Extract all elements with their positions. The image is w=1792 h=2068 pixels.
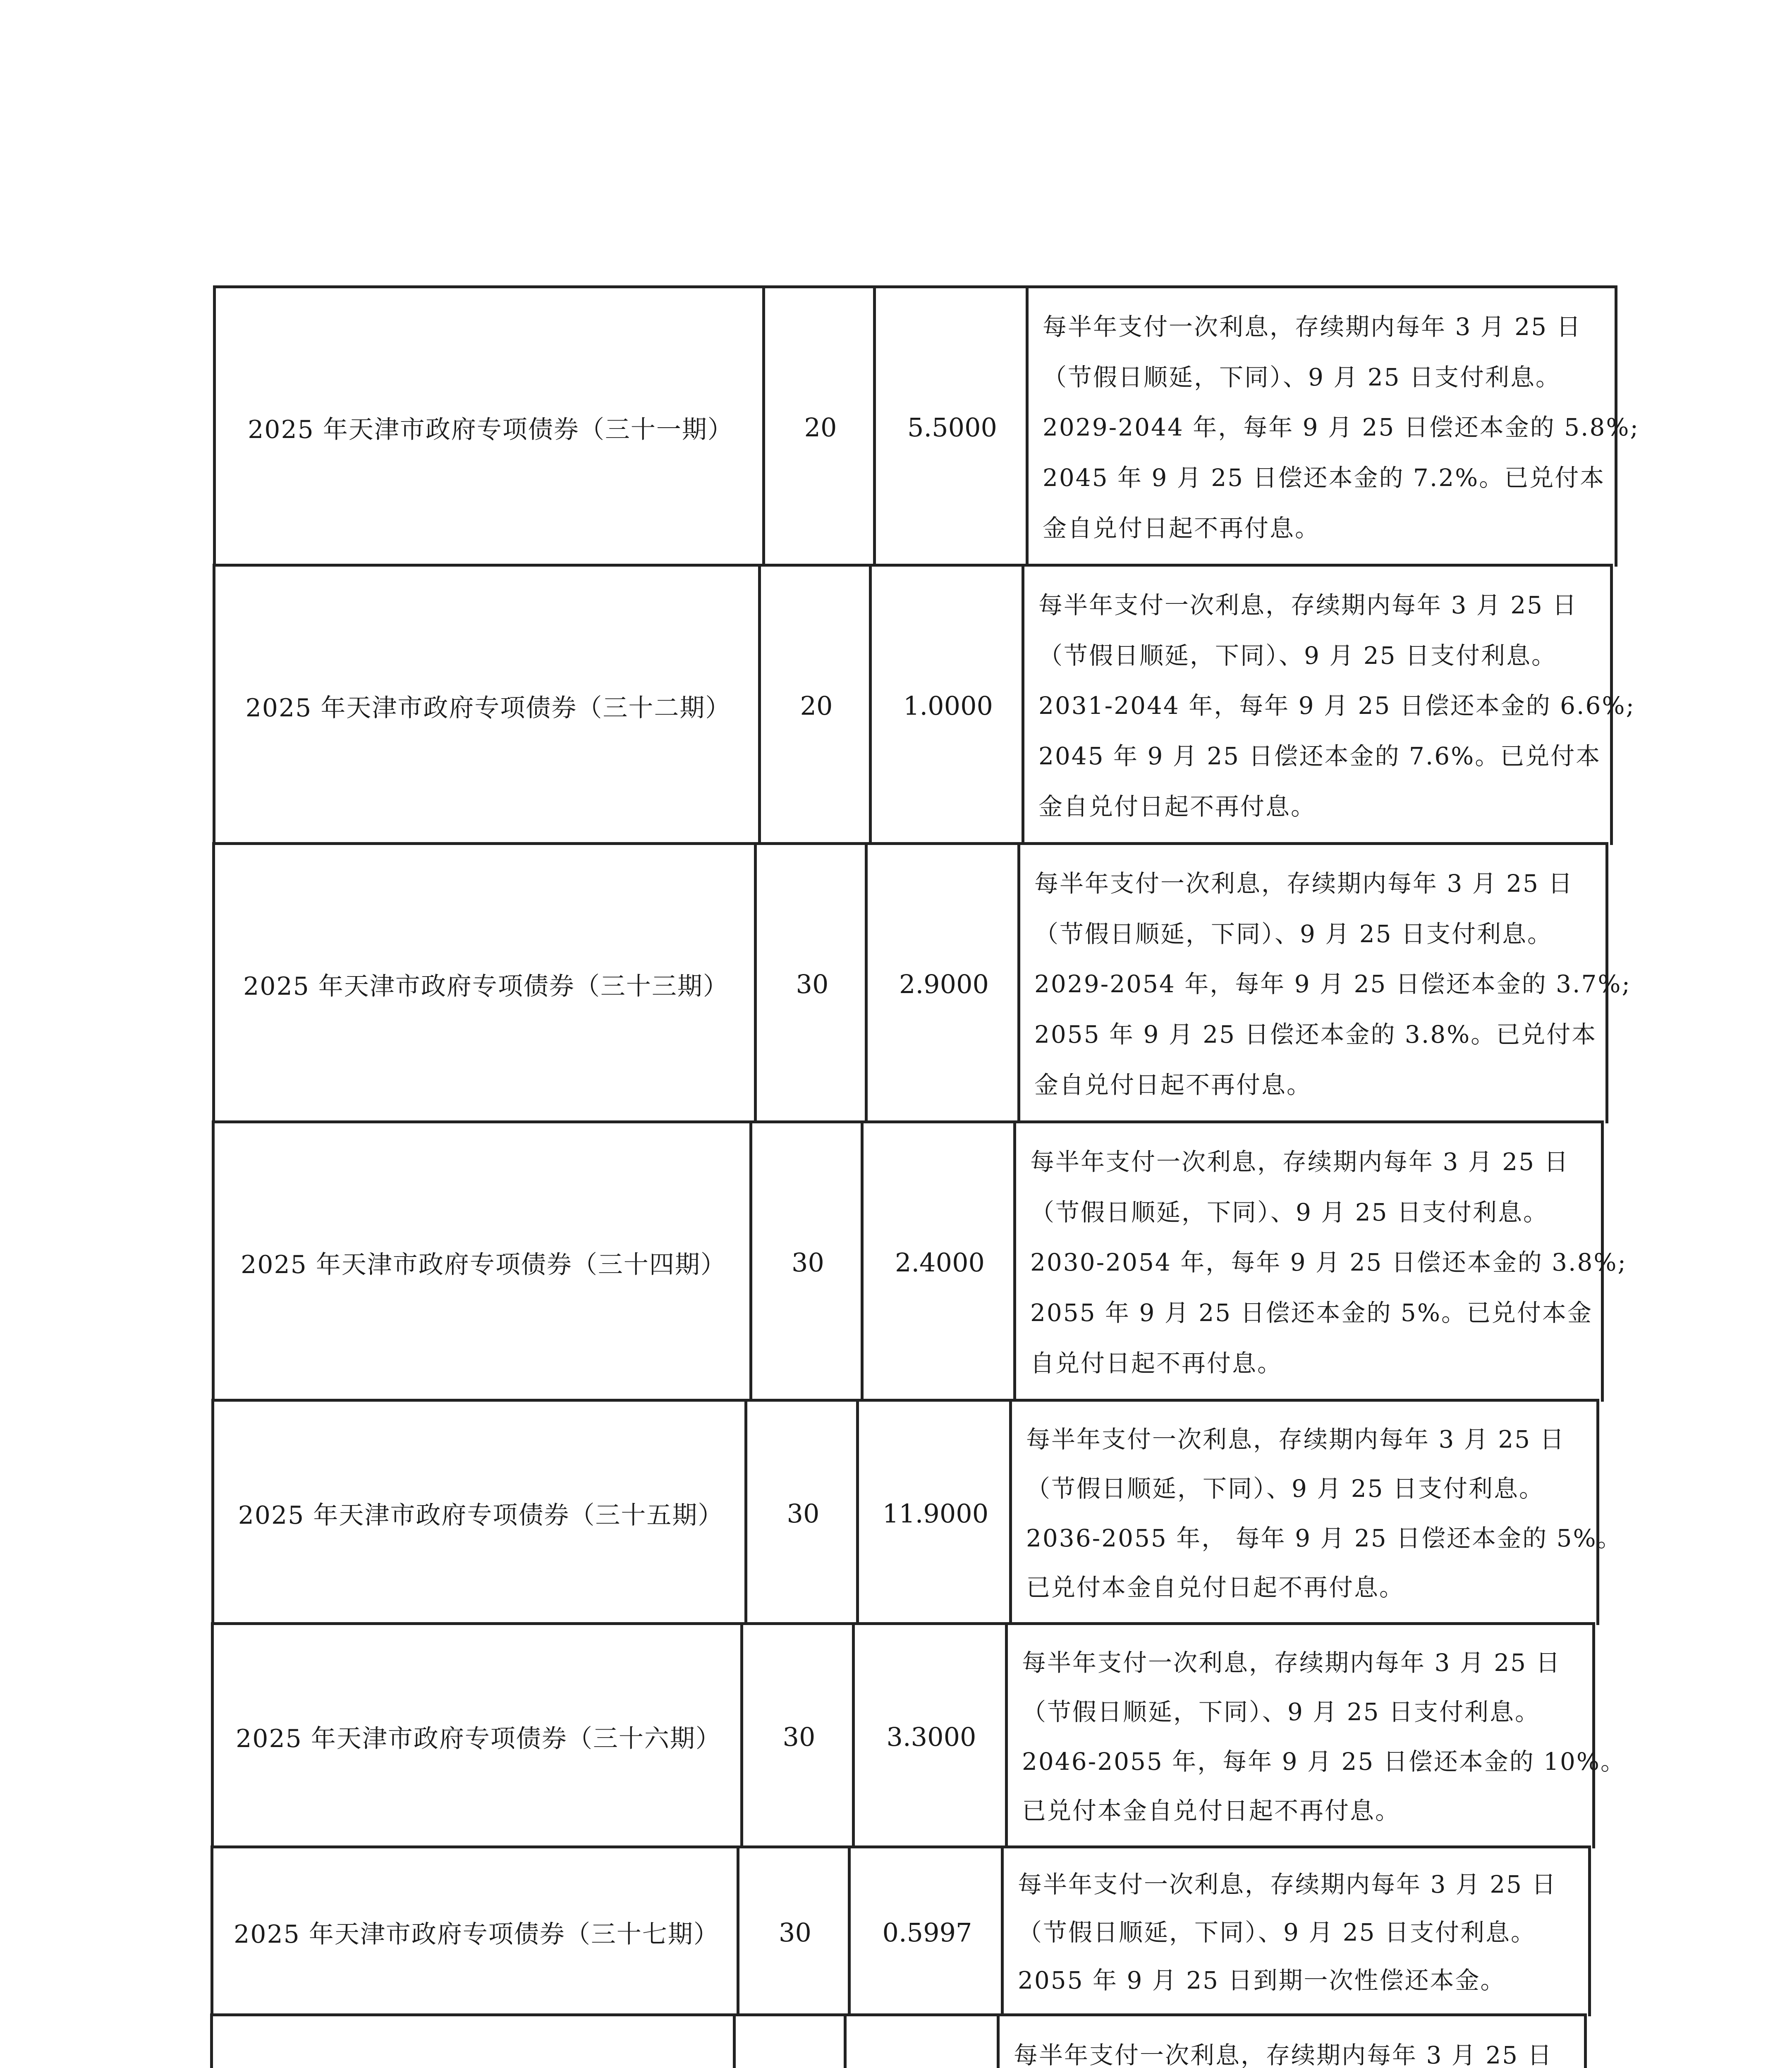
terms-line: （节假日顺延，下同）、9 月 25 日支付利息。 (1038, 641, 1557, 670)
bond-amount-cell: 0.5997 (848, 1845, 1004, 2016)
terms-lines (1026, 1402, 1622, 1625)
table-row (212, 1120, 1627, 1402)
terms-line: （节假日顺延，下同）、9 月 25 日支付利息。 (1030, 1198, 1549, 1226)
bond-amount-cell: 3.3000 (852, 1622, 1008, 1848)
terms-line: 2046-2055 年，每年 9 月 25 日偿还本金的 10%。 (1022, 1747, 1626, 1776)
terms-line: 每半年支付一次利息，存续期内每年 3 月 25 日 (1022, 1648, 1561, 1677)
terms-line: （节假日顺延，下同）、9 月 25 日支付利息。 (1022, 1698, 1541, 1726)
terms-line: 每半年支付一次利息，存续期内每年 3 月 25 日 (1030, 1147, 1569, 1176)
terms-line: （节假日顺延，下同）、9 月 25 日支付利息。 (1026, 1474, 1545, 1503)
table-row (213, 285, 1640, 567)
terms-line: 2055 年 9 月 25 日偿还本金的 3.8%。已兑付本 (1034, 1020, 1597, 1049)
terms-line: （节假日顺延，下同）、9 月 25 日支付利息。 (1043, 363, 1561, 391)
terms-line: 2045 年 9 月 25 日偿还本金的 7.2%。已兑付本 (1043, 464, 1605, 492)
terms-line: （节假日顺延，下同）、9 月 25 日支付利息。 (1018, 1918, 1536, 1946)
bond-name-cell (210, 2013, 736, 2068)
bond-terms-cell (1013, 1120, 1627, 1402)
bond-name-cell: 2025 年天津市政府专项债券（三十一期） (213, 285, 765, 567)
bond-terms-cell (1001, 1845, 1591, 2016)
terms-line: 金自兑付日起不再付息。 (1043, 514, 1321, 543)
bond-terms-cell (997, 2013, 1587, 2068)
bond-amount-cell: 11.9000 (856, 1399, 1012, 1625)
bond-amount-cell: 2.4000 (861, 1120, 1016, 1402)
terms-line: 2036-2055 年， 每年 9 月 25 日偿还本金的 5%。 (1026, 1524, 1622, 1552)
terms-line: 金自兑付日起不再付息。 (1038, 792, 1316, 821)
bond-name-cell: 2025 年天津市政府专项债券（三十六期） (211, 1622, 743, 1848)
bond-term-cell: 20 (762, 285, 876, 567)
terms-lines (1014, 2016, 1576, 2068)
terms-lines (1034, 845, 1632, 1123)
bond-amount-cell: 5.5000 (873, 285, 1029, 567)
terms-line: 2055 年 9 月 25 日到期一次性偿还本金。 (1018, 1966, 1506, 1994)
bond-name-cell: 2025 年天津市政府专项债券（三十五期） (211, 1399, 747, 1625)
bond-term-cell: 30 (744, 1399, 859, 1625)
terms-line: 2029-2044 年，每年 9 月 25 日偿还本金的 5.8%; (1043, 413, 1640, 442)
bond-term-cell (733, 2013, 847, 2068)
table-row (211, 1399, 1622, 1625)
terms-line: 自兑付日起不再付息。 (1030, 1349, 1283, 1378)
terms-lines (1022, 1625, 1626, 1848)
table-row (211, 1622, 1626, 1848)
terms-line: 2031-2044 年，每年 9 月 25 日偿还本金的 6.6%; (1038, 692, 1636, 720)
terms-line: 已兑付本金自兑付日起不再付息。 (1026, 1573, 1405, 1602)
bond-term-cell: 30 (737, 1845, 851, 2016)
terms-line: 已兑付本金自兑付日起不再付息。 (1022, 1797, 1401, 1825)
bond-amount-cell: 1.0000 (869, 564, 1024, 845)
terms-lines (1038, 567, 1636, 845)
bond-term-cell: 30 (749, 1120, 864, 1402)
bond-terms-cell (1009, 1399, 1622, 1625)
terms-line: 2055 年 9 月 25 日偿还本金的 5%。已兑付本金 (1030, 1299, 1593, 1327)
terms-line: 2030-2054 年，每年 9 月 25 日偿还本金的 3.8%; (1030, 1248, 1627, 1277)
bond-amount-cell: 2.9000 (865, 842, 1020, 1123)
bond-terms-cell (1022, 564, 1636, 845)
bond-term-cell: 20 (758, 564, 872, 845)
terms-line: 2029-2054 年，每年 9 月 25 日偿还本金的 3.7%; (1034, 970, 1632, 998)
terms-lines (1030, 1123, 1627, 1402)
table-row (212, 842, 1632, 1123)
table-row (210, 2013, 1584, 2068)
bond-name-cell: 2025 年天津市政府专项债券（三十四期） (212, 1120, 752, 1402)
terms-line: 每半年支付一次利息，存续期内每年 3 月 25 日 (1026, 1425, 1565, 1453)
terms-line: 每半年支付一次利息，存续期内每年 3 月 25 日 (1018, 1870, 1557, 1898)
terms-line: 每半年支付一次利息，存续期内每年 3 月 25 日 (1038, 591, 1578, 619)
terms-line: 2045 年 9 月 25 日偿还本金的 7.6%。已兑付本 (1038, 742, 1601, 771)
bond-name-cell: 2025 年天津市政府专项债券（三十二期） (213, 564, 761, 845)
terms-line: 金自兑付日起不再付息。 (1034, 1071, 1312, 1099)
bond-term-cell: 30 (740, 1622, 855, 1848)
terms-line: 每半年支付一次利息，存续期内每年 3 月 25 日 (1043, 312, 1582, 341)
terms-line: 每半年支付一次利息，存续期内每年 3 月 25 日 (1034, 869, 1574, 898)
bond-name-cell: 2025 年天津市政府专项债券（三十三期） (212, 842, 757, 1123)
bond-terms-cell (1026, 285, 1640, 567)
table-row (213, 564, 1636, 845)
terms-lines (1018, 1848, 1580, 2016)
bond-term-cell: 30 (754, 842, 868, 1123)
table-row (211, 1845, 1588, 2016)
terms-lines (1043, 288, 1640, 567)
bond-name-cell: 2025 年天津市政府专项债券（三十七期） (211, 1845, 739, 2016)
bond-amount-cell (844, 2013, 1000, 2068)
terms-line: （节假日顺延，下同）、9 月 25 日支付利息。 (1034, 919, 1553, 948)
bond-terms-cell (1005, 1622, 1626, 1848)
terms-line: 每半年支付一次利息，存续期内每年 3 月 25 日 (1014, 2041, 1553, 2068)
bond-terms-cell (1017, 842, 1632, 1123)
